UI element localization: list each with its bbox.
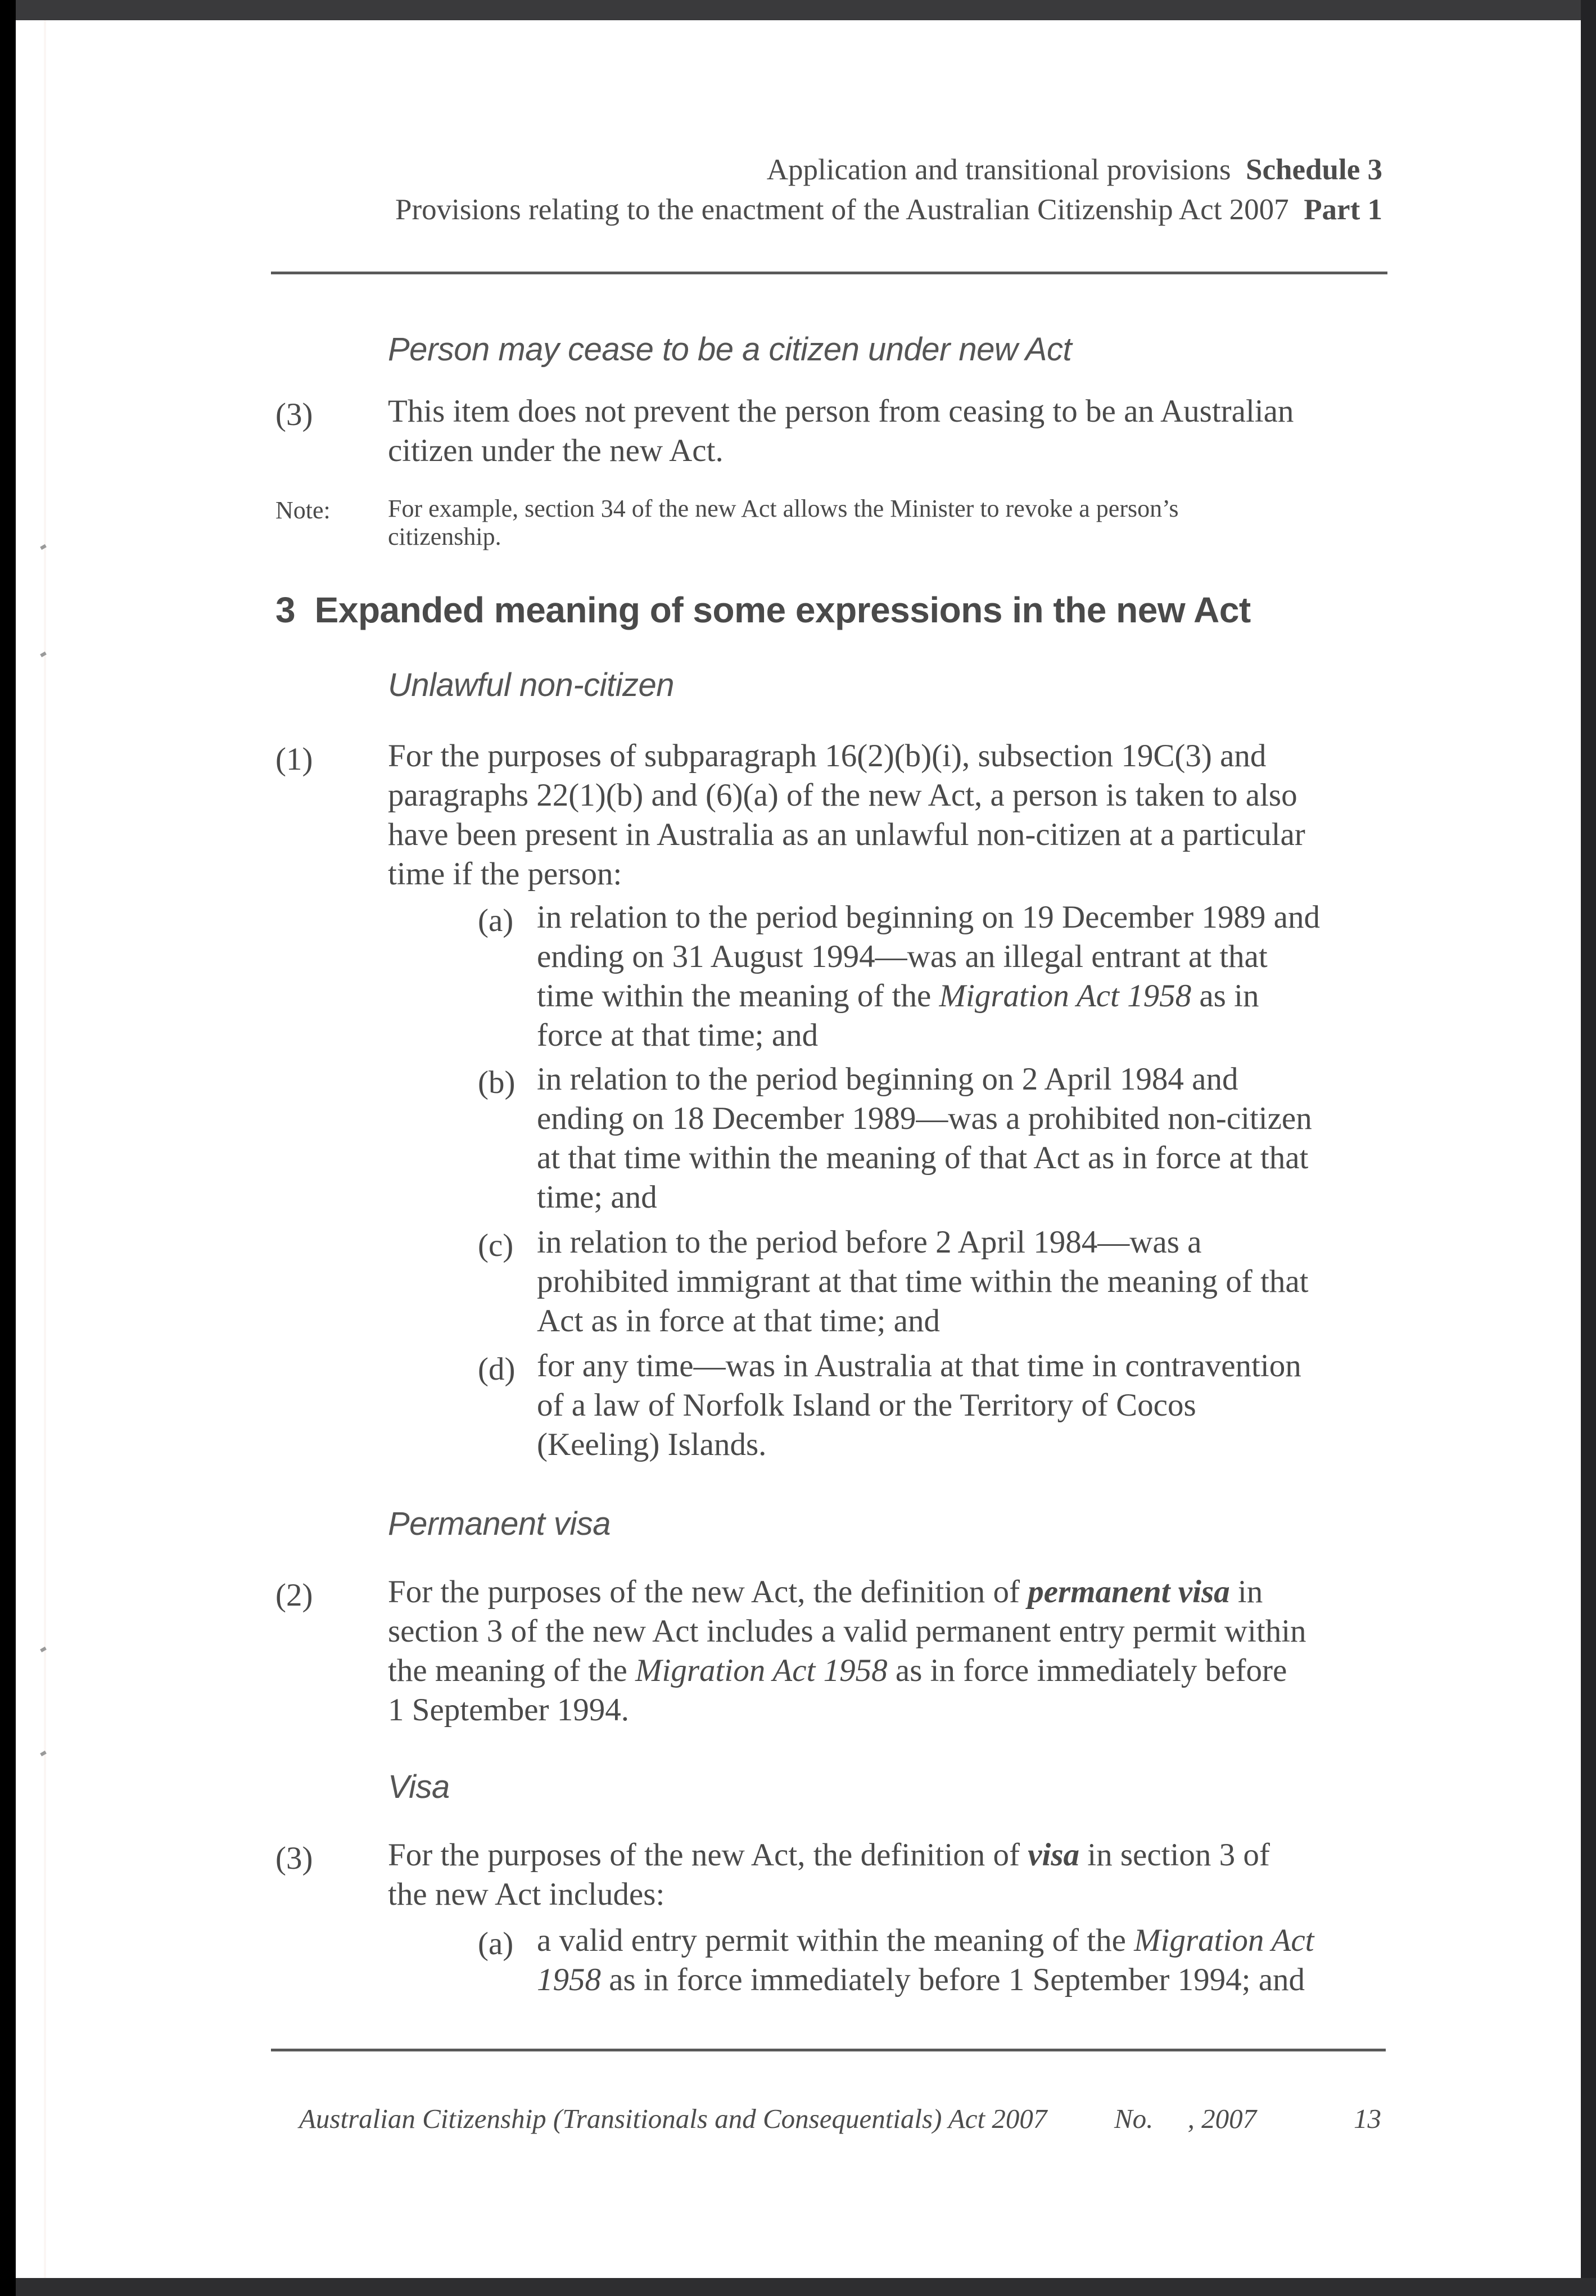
text-line: of a law of Norfolk Island or the Territory of Cocos (537, 1387, 1196, 1423)
scan-border-right (1581, 0, 1596, 2296)
text-line: force at that time; and (537, 1018, 819, 1053)
scan-border-bottom (0, 2278, 1596, 2296)
paragraph-text (537, 1223, 1408, 1341)
header-part-label: Part 1 (1304, 193, 1382, 226)
text-fragment: the meaning of the (388, 1653, 636, 1688)
subheading-person-may-cease: Person may cease to be a citizen under new Act (388, 331, 1072, 368)
text-line: in relation to the period beginning on 19 December 1989 and (537, 900, 1320, 935)
text-line: ending on 31 August 1994—was an illegal entrant at that (537, 939, 1268, 974)
text-line: time; and (537, 1179, 657, 1215)
text-fragment: in section 3 of (1079, 1837, 1270, 1873)
text-line: the new Act includes: (388, 1877, 665, 1912)
section-title: Expanded meaning of some expressions in the new Act (314, 590, 1251, 630)
text-line: in relation to the period before 2 April 1984—was a (537, 1224, 1202, 1260)
text-line (388, 1651, 1411, 1691)
defined-term: permanent visa (1028, 1574, 1230, 1610)
text-fragment: in (1229, 1574, 1263, 1610)
text-line: 1 September 1994. (388, 1692, 630, 1728)
text-fragment: as in force immediately before 1 September 1994; and (601, 1962, 1305, 1997)
scan-border-top (0, 0, 1596, 20)
subsection-number: (3) (275, 397, 313, 432)
paragraph-label: (d) (478, 1352, 516, 1387)
note-label: Note: (275, 496, 331, 524)
subheading-permanent-visa: Permanent visa (388, 1506, 611, 1542)
text-line: ending on 18 December 1989—was a prohibited non-citizen (537, 1101, 1312, 1136)
subheading-visa: Visa (388, 1769, 450, 1805)
text-line: at that time within the meaning of that Act as in force at that (537, 1140, 1309, 1176)
subheading-unlawful-non-citizen: Unlawful non-citizen (388, 667, 675, 703)
header-schedule-label: Schedule 3 (1246, 153, 1382, 186)
header-schedule-title: Application and transitional provisions (766, 153, 1231, 186)
section-heading (275, 589, 1251, 631)
text-line: Act as in force at that time; and (537, 1303, 940, 1339)
text-fragment: as in force immediately before (887, 1653, 1287, 1688)
text-fragment: For the purposes of the new Act, the definition of (388, 1574, 1028, 1610)
header-rule (271, 272, 1387, 274)
text-fragment: time within the meaning of the (537, 978, 939, 1014)
defined-term: visa (1028, 1837, 1080, 1873)
text-line: For example, section 34 of the new Act allows the Minister to revoke a person’s (388, 495, 1179, 522)
text-line: time if the person: (388, 856, 622, 892)
footer-act-title: Australian Citizenship (Transitionals and Consequentials) Act 2007 (299, 2103, 1047, 2134)
paragraph-text (537, 1346, 1408, 1465)
act-reference: Migration Act (1134, 1923, 1314, 1958)
page-edge-shadow (44, 20, 46, 2278)
page-number: 13 (1354, 2103, 1381, 2134)
subsection-number: (3) (275, 1841, 313, 1876)
footer-rule (271, 2049, 1386, 2051)
text-line: section 3 of the new Act includes a valid permanent entry permit within (388, 1613, 1306, 1649)
text-line (537, 977, 1408, 1016)
subsection-number: (1) (275, 742, 313, 777)
text-line: (Keeling) Islands. (537, 1427, 767, 1462)
subsection-text (388, 392, 1400, 471)
paragraph-text (537, 898, 1408, 1055)
subsection-text (388, 1836, 1411, 1914)
subsection-text (388, 736, 1400, 894)
paragraph-label: (b) (478, 1065, 516, 1100)
text-line: For the purposes of subparagraph 16(2)(b)(i), subsection 19C(3) and (388, 738, 1267, 774)
section-number: 3 (275, 590, 296, 630)
running-header-part (395, 193, 1382, 227)
text-line: in relation to the period beginning on 2 April 1984 and (537, 1061, 1238, 1097)
act-reference: Migration Act 1958 (635, 1653, 888, 1688)
paragraph-label: (c) (478, 1228, 514, 1263)
text-line: paragraphs 22(1)(b) and (6)(a) of the new Act, a person is taken to also (388, 778, 1297, 813)
text-line (537, 1921, 1408, 1960)
text-line (537, 1960, 1408, 2000)
paragraph-text (537, 1921, 1408, 2000)
text-line (388, 1572, 1411, 1612)
footer-act-number: No. , 2007 (1114, 2103, 1257, 2134)
running-header-schedule (767, 153, 1382, 187)
text-line: This item does not prevent the person from ceasing to be an Australian (388, 394, 1294, 429)
paragraph-text (537, 1060, 1408, 1217)
text-fragment: For the purposes of the new Act, the definition of (388, 1837, 1028, 1873)
text-line: citizenship. (388, 523, 501, 550)
text-line: for any time—was in Australia at that time in contravention (537, 1348, 1301, 1384)
text-line: citizen under the new Act. (388, 433, 724, 468)
paragraph-label: (a) (478, 1926, 514, 1961)
act-reference: 1958 (537, 1962, 601, 1997)
header-part-title: Provisions relating to the enactment of the Australian Citizenship Act 2007 (395, 193, 1289, 226)
subsection-number: (2) (275, 1578, 313, 1613)
paragraph-label: (a) (478, 903, 514, 938)
text-fragment: a valid entry permit within the meaning of the (537, 1923, 1134, 1958)
scan-border-left (0, 0, 16, 2296)
text-line (388, 1836, 1411, 1875)
text-line: prohibited immigrant at that time within the meaning of that (537, 1264, 1309, 1299)
text-line: have been present in Australia as an unlawful non-citizen at a particular (388, 817, 1305, 852)
note-text (388, 495, 1400, 551)
subsection-text (388, 1572, 1411, 1730)
text-fragment: as in (1191, 978, 1259, 1014)
act-reference: Migration Act 1958 (939, 978, 1192, 1014)
